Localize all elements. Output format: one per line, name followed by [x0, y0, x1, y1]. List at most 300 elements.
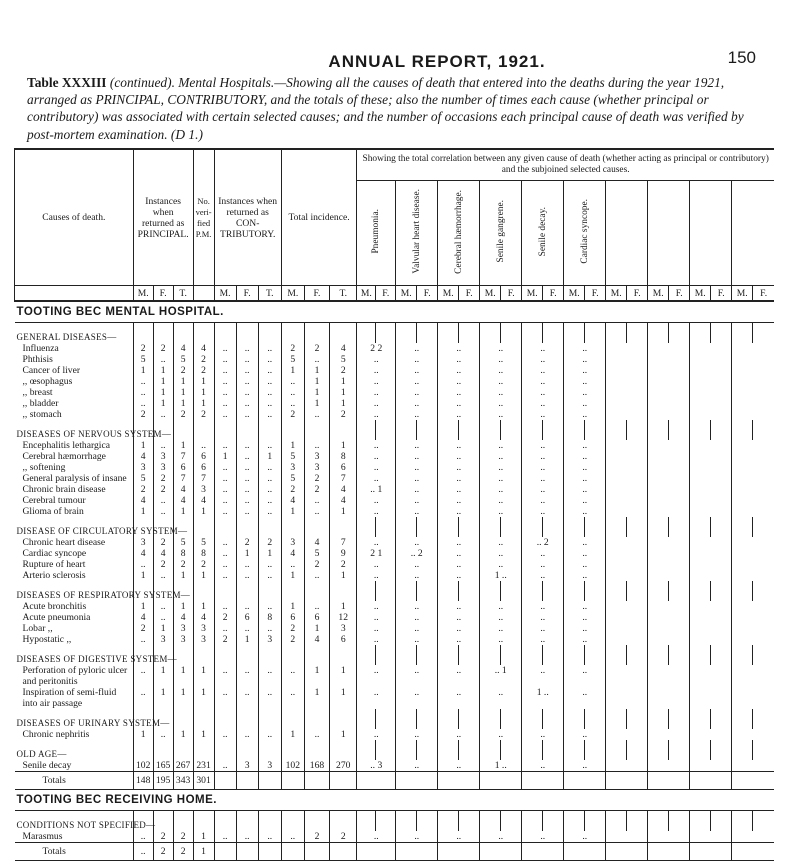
total-value: 1 [304, 365, 329, 376]
verified-value: 1 [193, 601, 214, 612]
cause-name: Arterio sclerosis [22, 570, 86, 581]
correlation-value: .. [357, 354, 396, 365]
cause-name: General paralysis of insane [22, 473, 127, 484]
total-value: 5 [281, 354, 304, 365]
empty-cell [236, 645, 258, 665]
empty-cell [214, 581, 236, 601]
empty-cell [330, 811, 357, 832]
contributory-value: .. [214, 601, 236, 612]
empty-cell [648, 772, 690, 790]
empty-cell [732, 484, 774, 495]
empty-cell [133, 740, 153, 760]
correlation-value: .. 2 [522, 537, 564, 548]
empty-cell [417, 323, 438, 344]
contributory-value: .. [214, 495, 236, 506]
correlation-value: .. [564, 409, 606, 420]
principal-value: 2 [153, 473, 173, 484]
empty-cell [669, 811, 690, 832]
empty-cell [396, 772, 438, 790]
correlation-value: .. [522, 601, 564, 612]
empty-cell [606, 387, 648, 398]
empty-cell [564, 811, 585, 832]
verified-value: 2 [193, 559, 214, 570]
principal-value: .. [133, 831, 153, 843]
principal-value: 2 [173, 559, 193, 570]
empty-cell [690, 687, 732, 709]
group-title: DISEASES OF URINARY SYSTEM— [16, 718, 170, 728]
empty-cell [258, 811, 281, 832]
total-value: 1 [281, 440, 304, 451]
correlation-value: .. [564, 570, 606, 581]
principal-value: 2 [173, 831, 193, 843]
empty-cell [585, 811, 606, 832]
empty-cell [690, 843, 732, 861]
principal-value: 3 [173, 623, 193, 634]
empty-cell [690, 365, 732, 376]
empty-cell [690, 601, 732, 612]
correlation-value: .. [564, 687, 606, 709]
total-value: 1 [330, 440, 357, 451]
blank-column-header [606, 181, 648, 286]
contributory-value: .. [236, 440, 258, 451]
empty-cell [648, 376, 690, 387]
principal-value: 2 [153, 484, 173, 495]
table-row [15, 451, 775, 462]
empty-cell [376, 581, 396, 601]
total-value: 1 [281, 729, 304, 740]
empty-cell [648, 506, 690, 517]
group-title: DISEASES OF DIGESTIVE SYSTEM— [16, 654, 177, 664]
empty-cell [732, 831, 774, 843]
empty-cell [357, 772, 396, 790]
empty-cell [732, 623, 774, 634]
empty-cell [236, 581, 258, 601]
table-row [15, 760, 775, 772]
principal-value: 1 [173, 376, 193, 387]
group-title-row [15, 645, 775, 665]
correlation-value: .. [564, 484, 606, 495]
sex-m: M. [606, 286, 627, 302]
contributory-value: .. [258, 831, 281, 843]
section-title-row [15, 301, 775, 323]
empty-cell [732, 581, 753, 601]
table-row [15, 623, 775, 634]
empty-cell [690, 537, 732, 548]
empty-cell [459, 323, 480, 344]
empty-cell [648, 398, 690, 409]
empty-cell [753, 517, 774, 537]
cause-name: Acute bronchitis [22, 601, 87, 612]
empty-cell [648, 831, 690, 843]
contributory-value: .. [236, 376, 258, 387]
empty-cell [417, 420, 438, 440]
empty-cell [732, 687, 774, 709]
total-value: 8 [330, 451, 357, 462]
contributory-value: .. [214, 409, 236, 420]
totals-row [15, 772, 775, 790]
correlation-value: .. [522, 462, 564, 473]
contributory-value: .. [236, 398, 258, 409]
principal-value: 1 [173, 729, 193, 740]
correlation-value: .. [480, 376, 522, 387]
empty-cell [258, 709, 281, 729]
total-value: 2 [281, 409, 304, 420]
total-value: 3 [281, 462, 304, 473]
correlation-value: .. 1 [480, 665, 522, 687]
empty-cell [357, 740, 376, 760]
verified-value: 4 [193, 495, 214, 506]
table-row [15, 495, 775, 506]
correlation-value: .. [480, 495, 522, 506]
total-value: 2 [330, 831, 357, 843]
empty-cell [330, 772, 357, 790]
empty-cell [564, 420, 585, 440]
correlation-value: .. [438, 451, 480, 462]
empty-cell [690, 760, 732, 772]
empty-cell [732, 462, 774, 473]
cause-name: Glioma of brain [22, 506, 84, 517]
correlation-value: 1 .. [480, 760, 522, 772]
correlation-value: .. [522, 343, 564, 354]
correlation-value: .. [564, 354, 606, 365]
contributory-value: 8 [258, 612, 281, 623]
empty-cell [438, 581, 459, 601]
correlation-value: .. [357, 537, 396, 548]
table-row [15, 376, 775, 387]
correlation-value: .. [522, 831, 564, 843]
verified-value: 8 [193, 548, 214, 559]
group-title-row [15, 709, 775, 729]
empty-cell [330, 420, 357, 440]
empty-cell [732, 760, 774, 772]
principal-value: 1 [173, 440, 193, 451]
empty-cell [669, 581, 690, 601]
empty-cell [732, 634, 774, 645]
empty-cell [543, 420, 564, 440]
correlation-header: Showing the total correlation between any given cause of death (whether acting as principal or contributory) and the subjoined selected causes. [357, 149, 774, 181]
sex-f: F. [236, 286, 258, 302]
empty-cell [543, 517, 564, 537]
principal-value: 4 [133, 495, 153, 506]
group-title: DISEASES OF RESPIRATORY SYSTEM— [16, 590, 191, 600]
empty-cell [396, 811, 417, 832]
correlation-value: .. 3 [357, 760, 396, 772]
empty-cell [543, 811, 564, 832]
empty-cell [501, 323, 522, 344]
correlation-value: .. [357, 398, 396, 409]
cause-name: Cardiac syncope [22, 548, 87, 559]
total-value: 4 [330, 343, 357, 354]
selected-cause-header [357, 181, 396, 286]
cause-name: Chronic brain disease [22, 484, 106, 495]
empty-cell [543, 740, 564, 760]
correlation-value: .. [564, 623, 606, 634]
correlation-value: .. [480, 451, 522, 462]
total-value: .. [304, 354, 329, 365]
correlation-value: .. [522, 570, 564, 581]
empty-cell [627, 709, 648, 729]
contributory-value: .. [214, 398, 236, 409]
correlation-value: .. [522, 451, 564, 462]
correlation-value: .. [564, 398, 606, 409]
total-value: 168 [304, 760, 329, 772]
principal-value: 267 [173, 760, 193, 772]
principal-value: 3 [133, 537, 153, 548]
empty-cell [690, 440, 732, 451]
empty-cell [732, 451, 774, 462]
empty-cell [236, 843, 258, 861]
correlation-value: .. [357, 440, 396, 451]
sex-m: M. [564, 286, 585, 302]
empty-cell [690, 811, 711, 832]
empty-cell [669, 323, 690, 344]
empty-cell [669, 709, 690, 729]
principal-value: 3 [153, 462, 173, 473]
correlation-value: .. [564, 440, 606, 451]
sex-f: F. [459, 286, 480, 302]
sex-f: F. [153, 286, 173, 302]
contributory-value: .. [214, 343, 236, 354]
empty-cell [732, 420, 753, 440]
principal-value: 165 [153, 760, 173, 772]
principal-value: .. [153, 729, 173, 740]
principal-value: .. [153, 506, 173, 517]
empty-cell [258, 323, 281, 344]
empty-cell [357, 811, 376, 832]
empty-cell [648, 612, 690, 623]
empty-cell [690, 831, 732, 843]
empty-cell [606, 665, 648, 687]
empty-cell [376, 420, 396, 440]
contributory-value: .. [214, 376, 236, 387]
sex-m: M. [690, 286, 711, 302]
principal-value: 7 [173, 473, 193, 484]
principal-value: 1 [133, 570, 153, 581]
empty-cell [669, 420, 690, 440]
correlation-value: .. [438, 601, 480, 612]
empty-cell [258, 843, 281, 861]
empty-cell [690, 462, 732, 473]
empty-cell [648, 729, 690, 740]
correlation-value: .. [480, 559, 522, 570]
empty-cell [690, 729, 732, 740]
empty-cell [606, 409, 648, 420]
correlation-value: .. [438, 537, 480, 548]
contributory-value: 3 [258, 760, 281, 772]
totals-verified: 1 [193, 843, 214, 861]
selected-cause-label: Cerebral hæmorrhage. [453, 189, 464, 274]
empty-cell [480, 517, 501, 537]
contributory-value: .. [258, 601, 281, 612]
correlation-value: .. [396, 665, 438, 687]
cause-name: ,, bladder [22, 398, 59, 409]
correlation-value: .. [438, 409, 480, 420]
correlation-value: .. [396, 354, 438, 365]
empty-cell [606, 687, 648, 709]
empty-cell [438, 323, 459, 344]
correlation-value: .. [396, 623, 438, 634]
principal-value: .. [153, 495, 173, 506]
table-row [15, 398, 775, 409]
total-value: 1 [330, 376, 357, 387]
total-value: 2 [304, 559, 329, 570]
empty-cell [648, 740, 669, 760]
total-value: 1 [281, 365, 304, 376]
total-value: 6 [330, 462, 357, 473]
empty-cell [606, 601, 648, 612]
empty-cell [732, 440, 774, 451]
cause-name: Phthisis [22, 354, 53, 365]
principal-value: 1 [133, 601, 153, 612]
table-caption [27, 74, 767, 143]
contributory-value: .. [236, 623, 258, 634]
principal-value: 1 [173, 687, 193, 709]
contributory-value: .. [236, 354, 258, 365]
correlation-value: .. [438, 506, 480, 517]
total-value: .. [304, 570, 329, 581]
empty-cell [281, 843, 304, 861]
correlation-value: .. [564, 365, 606, 376]
correlation-value: .. [438, 484, 480, 495]
empty-cell [606, 376, 648, 387]
contributory-value: .. [258, 343, 281, 354]
empty-cell [438, 645, 459, 665]
table-row [15, 343, 775, 354]
correlation-value: .. [438, 612, 480, 623]
empty-cell [214, 811, 236, 832]
empty-cell [330, 323, 357, 344]
empty-cell [648, 601, 690, 612]
contributory-value: .. [214, 570, 236, 581]
contributory-value: .. [236, 687, 258, 709]
empty-cell [236, 740, 258, 760]
running-head: ANNUAL REPORT, 1921. [328, 52, 546, 71]
total-value: 7 [330, 537, 357, 548]
empty-cell [732, 517, 753, 537]
empty-cell [585, 581, 606, 601]
empty-cell [606, 365, 648, 376]
correlation-value: .. [438, 729, 480, 740]
principal-value: 4 [173, 612, 193, 623]
empty-cell [480, 772, 522, 790]
selected-cause-label: Valvular heart disease. [411, 189, 422, 274]
contributory-value: .. [214, 760, 236, 772]
empty-cell [585, 420, 606, 440]
table-row [15, 473, 775, 484]
empty-cell [376, 323, 396, 344]
empty-cell [606, 831, 648, 843]
principal-value: 2 [133, 484, 153, 495]
empty-cell [480, 811, 501, 832]
empty-cell [304, 811, 329, 832]
empty-cell [543, 709, 564, 729]
empty-cell [669, 740, 690, 760]
empty-cell [606, 323, 627, 344]
empty-cell [564, 645, 585, 665]
empty-cell [732, 772, 774, 790]
empty-cell [330, 740, 357, 760]
empty-cell [522, 645, 543, 665]
empty-cell [214, 323, 236, 344]
empty-cell [214, 740, 236, 760]
empty-cell [193, 645, 214, 665]
correlation-value: .. [480, 440, 522, 451]
totals-principal: 2 [173, 843, 193, 861]
empty-cell [376, 517, 396, 537]
total-value: 1 [330, 665, 357, 687]
empty-cell [690, 387, 732, 398]
contributory-value: .. [236, 409, 258, 420]
principal-value: 1 [133, 729, 153, 740]
page-header [118, 48, 756, 74]
empty-cell [153, 740, 173, 760]
principal-value: 2 [133, 623, 153, 634]
empty-cell [173, 811, 193, 832]
empty-cell [376, 811, 396, 832]
correlation-value: .. [522, 484, 564, 495]
empty-cell [417, 645, 438, 665]
correlation-value: .. [396, 495, 438, 506]
total-value: 2 [330, 365, 357, 376]
sex-t: T. [173, 286, 193, 302]
contributory-value: .. [236, 559, 258, 570]
contributory-value: .. [258, 506, 281, 517]
contributory-value: .. [236, 665, 258, 687]
cause-name: Encephalitis lethargica [22, 440, 110, 451]
correlation-value: .. [357, 376, 396, 387]
empty-cell [606, 729, 648, 740]
verified-value: .. [193, 440, 214, 451]
group-title-row [15, 517, 775, 537]
total-value: 270 [330, 760, 357, 772]
principal-value: .. [153, 601, 173, 612]
totals-label: Totals [15, 772, 134, 790]
total-value: 4 [330, 495, 357, 506]
empty-cell [690, 517, 711, 537]
cause-name: Lobar ,, [22, 623, 53, 634]
empty-cell [357, 709, 376, 729]
verified-value: 1 [193, 729, 214, 740]
correlation-value: .. [357, 409, 396, 420]
total-value: 2 [304, 484, 329, 495]
total-value: .. [281, 665, 304, 687]
empty-cell [501, 740, 522, 760]
empty-cell [522, 811, 543, 832]
principal-value: 1 [173, 570, 193, 581]
principal-value: 8 [173, 548, 193, 559]
empty-cell [711, 740, 732, 760]
principal-value: .. [133, 665, 153, 687]
correlation-value: .. 1 [357, 484, 396, 495]
empty-cell [214, 420, 236, 440]
sex-f: F. [627, 286, 648, 302]
cause-name: ,, softening [22, 462, 66, 473]
correlation-value: .. [480, 687, 522, 709]
contributory-value: 3 [258, 634, 281, 645]
total-value: 1 [304, 623, 329, 634]
empty-cell [153, 323, 173, 344]
cause-name: ,, stomach [22, 409, 62, 420]
empty-cell [214, 843, 236, 861]
total-value: 1 [330, 570, 357, 581]
empty-cell [690, 548, 732, 559]
contributory-value: .. [236, 462, 258, 473]
verified-value: 1 [193, 376, 214, 387]
group-title-row [15, 323, 775, 344]
correlation-value: .. [522, 387, 564, 398]
contributory-value: .. [258, 387, 281, 398]
empty-cell [304, 420, 329, 440]
